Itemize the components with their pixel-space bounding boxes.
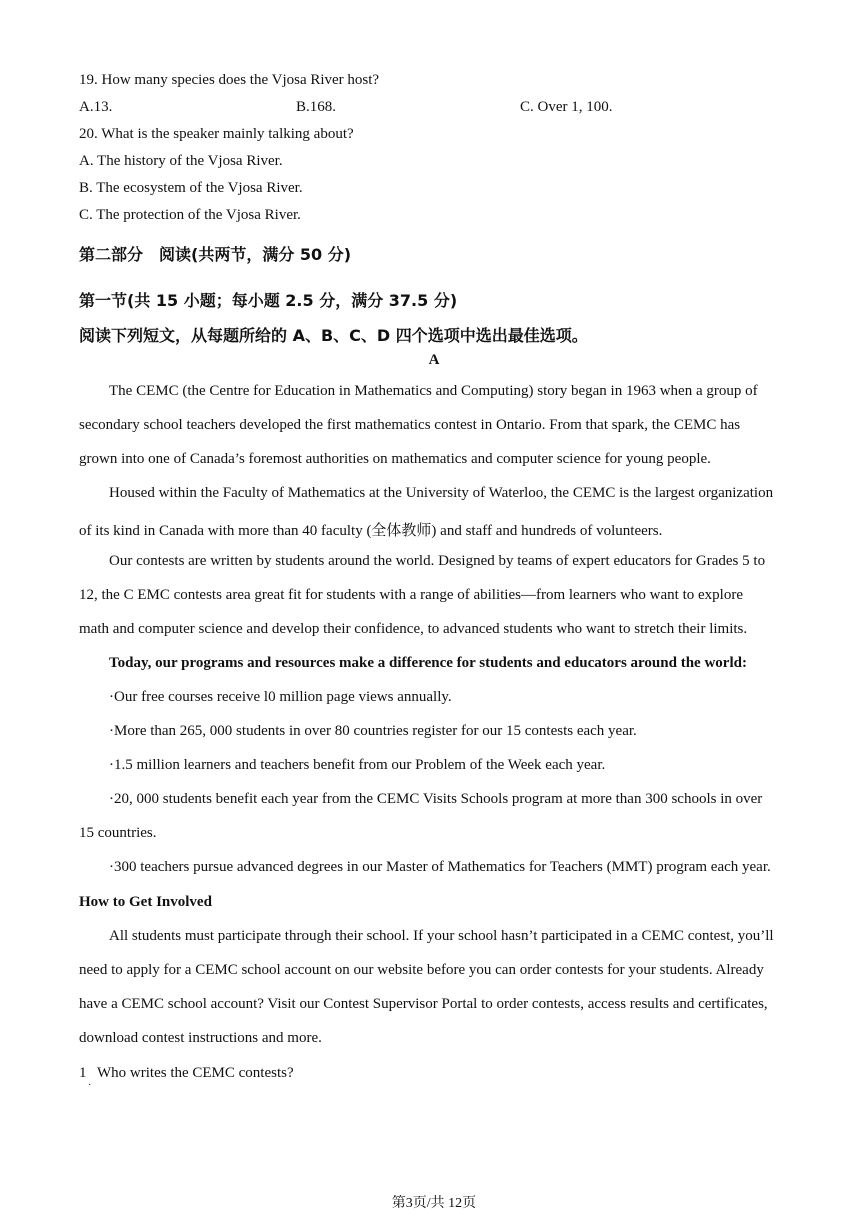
paragraph-3-line-1: Our contests are written by students around the world. Designed by teams of expert educators for Grades 5 to xyxy=(109,553,766,569)
option-19-a: A.13. xyxy=(79,99,113,115)
paragraph-2-line-2: of its kind in Canada with more than 40 faculty (全体教师) and staff and hundreds of volunteers. xyxy=(79,523,663,539)
question-1-number: 1 xyxy=(79,1065,87,1081)
question-20: 20. What is the speaker mainly talking about? xyxy=(79,126,354,142)
paragraph-1-line-1: The CEMC (the Centre for Education in Mathematics and Computing) story began in 1963 when a group of xyxy=(109,383,758,399)
bullet-item: ·1.5 million learners and teachers benefit from our Problem of the Week each year. xyxy=(109,757,606,773)
question-1-text: Who writes the CEMC contests? xyxy=(97,1065,294,1081)
bullet-item-continuation: 15 countries. xyxy=(79,825,157,841)
paragraph-4-line-2: need to apply for a CEMC school account on our website before you can order contests for your students. Already xyxy=(79,962,764,978)
bullet-item: ·300 teachers pursue advanced degrees in our Master of Mathematics for Teachers (MMT) program each year. xyxy=(109,859,771,875)
paragraph-2-line-1: Housed within the Faculty of Mathematics at the University of Waterloo, the CEMC is the largest organization xyxy=(109,485,774,501)
paragraph-4-line-4: download contest instructions and more. xyxy=(79,1030,322,1046)
option-20-a: A. The history of the Vjosa River. xyxy=(79,153,283,169)
option-20-b: B. The ecosystem of the Vjosa River. xyxy=(79,180,303,196)
section1-title: 第一节(共 15 小题；每小题 2.5 分，满分 37.5 分) xyxy=(79,291,458,310)
paragraph-1-line-2: secondary school teachers developed the first mathematics contest in Ontario. From that spark, the CEMC has xyxy=(79,417,741,433)
part2-title: 第二部分 阅读(共两节，满分 50 分) xyxy=(79,245,352,264)
paragraph-4-line-3: have a CEMC school account? Visit our Contest Supervisor Portal to order contests, access results and certificates, xyxy=(79,996,768,1012)
reading-instruction: 阅读下列短文，从每题所给的 A、B、C、D 四个选项中选出最佳选项。 xyxy=(79,326,588,345)
option-20-c: C. The protection of the Vjosa River. xyxy=(79,207,301,223)
bullet-item: ·20, 000 students benefit each year from the CEMC Visits Schools program at more than 300 schools in over xyxy=(109,791,763,807)
option-19-c: C. Over 1, 100. xyxy=(520,99,613,115)
stray-mark: · xyxy=(88,1080,92,1091)
question-19: 19. How many species does the Vjosa River host? xyxy=(79,72,380,88)
bullet-item: ·More than 265, 000 students in over 80 countries register for our 15 contests each year. xyxy=(109,723,637,739)
option-19-b: B.168. xyxy=(296,99,337,115)
passage-label: A xyxy=(428,352,440,368)
paragraph-1-line-3: grown into one of Canada’s foremost authorities on mathematics and computer science for young people. xyxy=(79,451,711,467)
programs-intro: Today, our programs and resources make a difference for students and educators around the world: xyxy=(109,655,747,671)
page-footer: 第3页/共 12页 xyxy=(391,1196,477,1211)
involved-heading: How to Get Involved xyxy=(79,894,212,910)
bullet-item: ·Our free courses receive l0 million page views annually. xyxy=(109,689,452,705)
paragraph-4-line-1: All students must participate through their school. If your school hasn’t participated in a CEMC contest, you’ll xyxy=(109,928,774,944)
paragraph-3-line-2: 12, the C EMC contests area great fit for students with a range of abilities—from learners who want to explore xyxy=(79,587,743,603)
paragraph-3-line-3: math and computer science and develop their confidence, to advanced students who want to stretch their limits. xyxy=(79,621,748,637)
